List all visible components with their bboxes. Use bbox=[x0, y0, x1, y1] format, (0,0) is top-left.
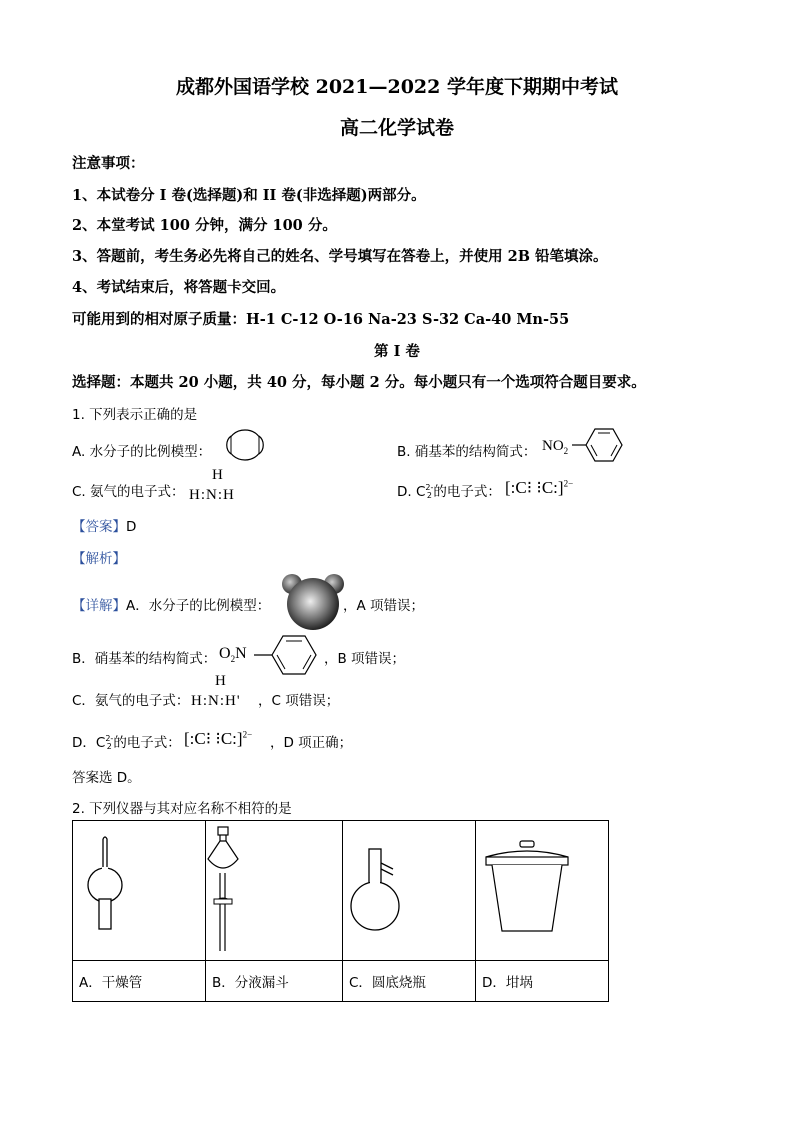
notice-heading: 注意事项： bbox=[72, 155, 145, 172]
q1-detail-d-end: ，D 项正确； bbox=[270, 735, 353, 751]
q2-label-c: C．圆底烧瓶 bbox=[343, 961, 476, 1002]
nh3-top-h: H bbox=[212, 467, 223, 483]
nh3-top-h-2: H bbox=[215, 673, 226, 689]
q1-conclusion: 答案选 D。 bbox=[72, 770, 141, 786]
water-outline-model-icon bbox=[215, 428, 275, 462]
q2-cell-d-image bbox=[476, 821, 609, 961]
q1-analysis-label: 【解析】 bbox=[72, 551, 126, 567]
q2-label-b: B．分液漏斗 bbox=[206, 961, 343, 1002]
benzene-ring-icon-2 bbox=[254, 632, 326, 678]
section-title: 第 I 卷 bbox=[374, 343, 420, 360]
q1-detail-a-end: ，A 项错误； bbox=[343, 598, 425, 614]
q1-detail-a: 【详解】A．水分子的比例模型： bbox=[72, 598, 271, 614]
c2-electron-formula: [:C⁝ ⁝C:]$^{2-}$ bbox=[505, 478, 574, 497]
c2-electron-formula-2: [:C⁝ ⁝C:]$^{2-}$ bbox=[184, 729, 253, 748]
nh3-row-2: H:N:H' bbox=[191, 693, 241, 709]
notice-item-1: 1、本试卷分 I 卷(选择题)和 II 卷(非选择题)两部分。 bbox=[72, 187, 426, 204]
crucible-icon bbox=[476, 821, 608, 956]
round-bottom-flask-icon bbox=[343, 821, 475, 956]
q1-detail-c: C．氨气的电子式： bbox=[72, 693, 190, 709]
q2-label-d: D．坩埚 bbox=[476, 961, 609, 1002]
separatory-funnel-icon bbox=[206, 821, 342, 956]
q2-label-a: A．干燥管 bbox=[73, 961, 206, 1002]
notice-item-2: 2、本堂考试 100 分钟，满分 100 分。 bbox=[72, 217, 337, 234]
q2-stem: 2. 下列仪器与其对应名称不相符的是 bbox=[72, 801, 292, 817]
q1-option-a: A. 水分子的比例模型： bbox=[72, 444, 212, 460]
notice-item-4: 4、考试结束后，将答题卡交回。 bbox=[72, 279, 286, 296]
q2-apparatus-table bbox=[72, 820, 609, 1002]
q1-detail-b-formula: $O_2N$ bbox=[219, 645, 247, 665]
q2-cell-a-image bbox=[73, 821, 206, 961]
q1-option-b: B. 硝基苯的结构简式： bbox=[397, 444, 537, 460]
exam-subtitle: 高二化学试卷 bbox=[339, 117, 454, 139]
q2-cell-b-image bbox=[206, 821, 343, 961]
q1-detail-b-end: ，B 项错误； bbox=[324, 651, 406, 667]
q1-b-formula: $NO_2$ bbox=[542, 438, 569, 456]
q1-detail-c-end: ，C 项错误； bbox=[258, 693, 340, 709]
section-instruction: 选择题：本题共 20 小题，共 40 分，每小题 2 分。每小题只有一个选项符合题目要求。 bbox=[72, 374, 646, 391]
q1-option-d: D. C2- 2的电子式： bbox=[397, 483, 501, 500]
q2-cell-c-image bbox=[343, 821, 476, 961]
benzene-ring-icon bbox=[572, 425, 628, 465]
notice-item-3: 3、答题前，考生务必先将自己的姓名、学号填写在答卷上，并使用 2B 铅笔填涂。 bbox=[72, 248, 608, 265]
nh3-row: H:N:H bbox=[189, 487, 235, 503]
q1-option-c: C. 氨气的电子式： bbox=[72, 484, 185, 500]
q1-answer: 【答案】D bbox=[72, 519, 137, 535]
atomic-mass-line: 可能用到的相对原子质量：H-1 C-12 O-16 Na-23 S-32 Ca-40 Mn-55 bbox=[72, 311, 570, 328]
water-space-filling-model-icon bbox=[280, 570, 346, 632]
q1-detail-b: B．硝基苯的结构简式： bbox=[72, 651, 217, 667]
q1-detail-d: D．C2- 2的电子式： bbox=[72, 734, 181, 751]
drying-tube-icon bbox=[73, 821, 205, 956]
exam-title: 成都外国语学校 2021—2022 学年度下期期中考试 bbox=[176, 76, 618, 98]
q1-stem: 1. 下列表示正确的是 bbox=[72, 407, 198, 423]
